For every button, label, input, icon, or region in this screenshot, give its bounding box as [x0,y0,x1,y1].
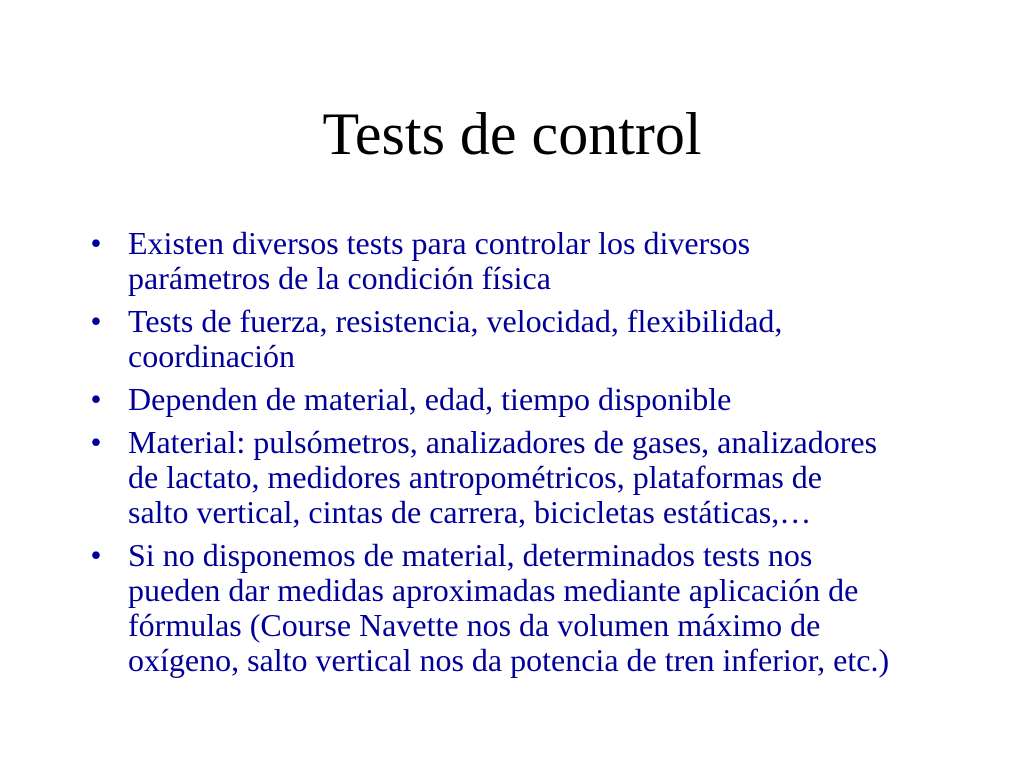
bullet-icon: • [90,424,102,460]
bullet-item [86,304,966,374]
bullet-line: Existen diversos tests para controlar los diversos [128,225,751,261]
bullet-icon: • [90,303,102,339]
bullet-text [128,425,966,530]
bullet-line: oxígeno, salto vertical nos da potencia de tren inferior, etc.) [128,642,890,678]
bullet-item [86,382,966,417]
bullet-icon: • [90,537,102,573]
slide-title: Tests de control [322,101,702,167]
bullet-text [128,304,966,374]
bullet-line: pueden dar medidas aproximadas mediante aplicación de [128,572,859,608]
bullet-line: Material: pulsómetros, analizadores de gases, analizadores [128,424,878,460]
bullet-item [86,538,966,678]
bullet-line: de lactato, medidores antropométricos, plataformas de [128,459,822,495]
bullet-icon: • [90,381,102,417]
bullet-line: Dependen de material, edad, tiempo disponible [128,381,732,417]
bullet-text [128,538,966,678]
bullet-line: salto vertical, cintas de carrera, bicicletas estáticas,… [128,494,812,530]
bullet-text [128,226,966,296]
bullet-text [128,382,966,417]
bullet-item [86,226,966,296]
bullet-line: fórmulas (Course Navette nos da volumen máximo de [128,607,821,643]
bullet-line: parámetros de la condición física [128,260,551,296]
bullet-icon: • [90,225,102,261]
bullet-line: coordinación [128,338,296,374]
bullet-line: Tests de fuerza, resistencia, velocidad, flexibilidad, [128,303,783,339]
bullet-list [86,226,966,686]
bullet-item [86,425,966,530]
bullet-line: Si no disponemos de material, determinados tests nos [128,537,813,573]
